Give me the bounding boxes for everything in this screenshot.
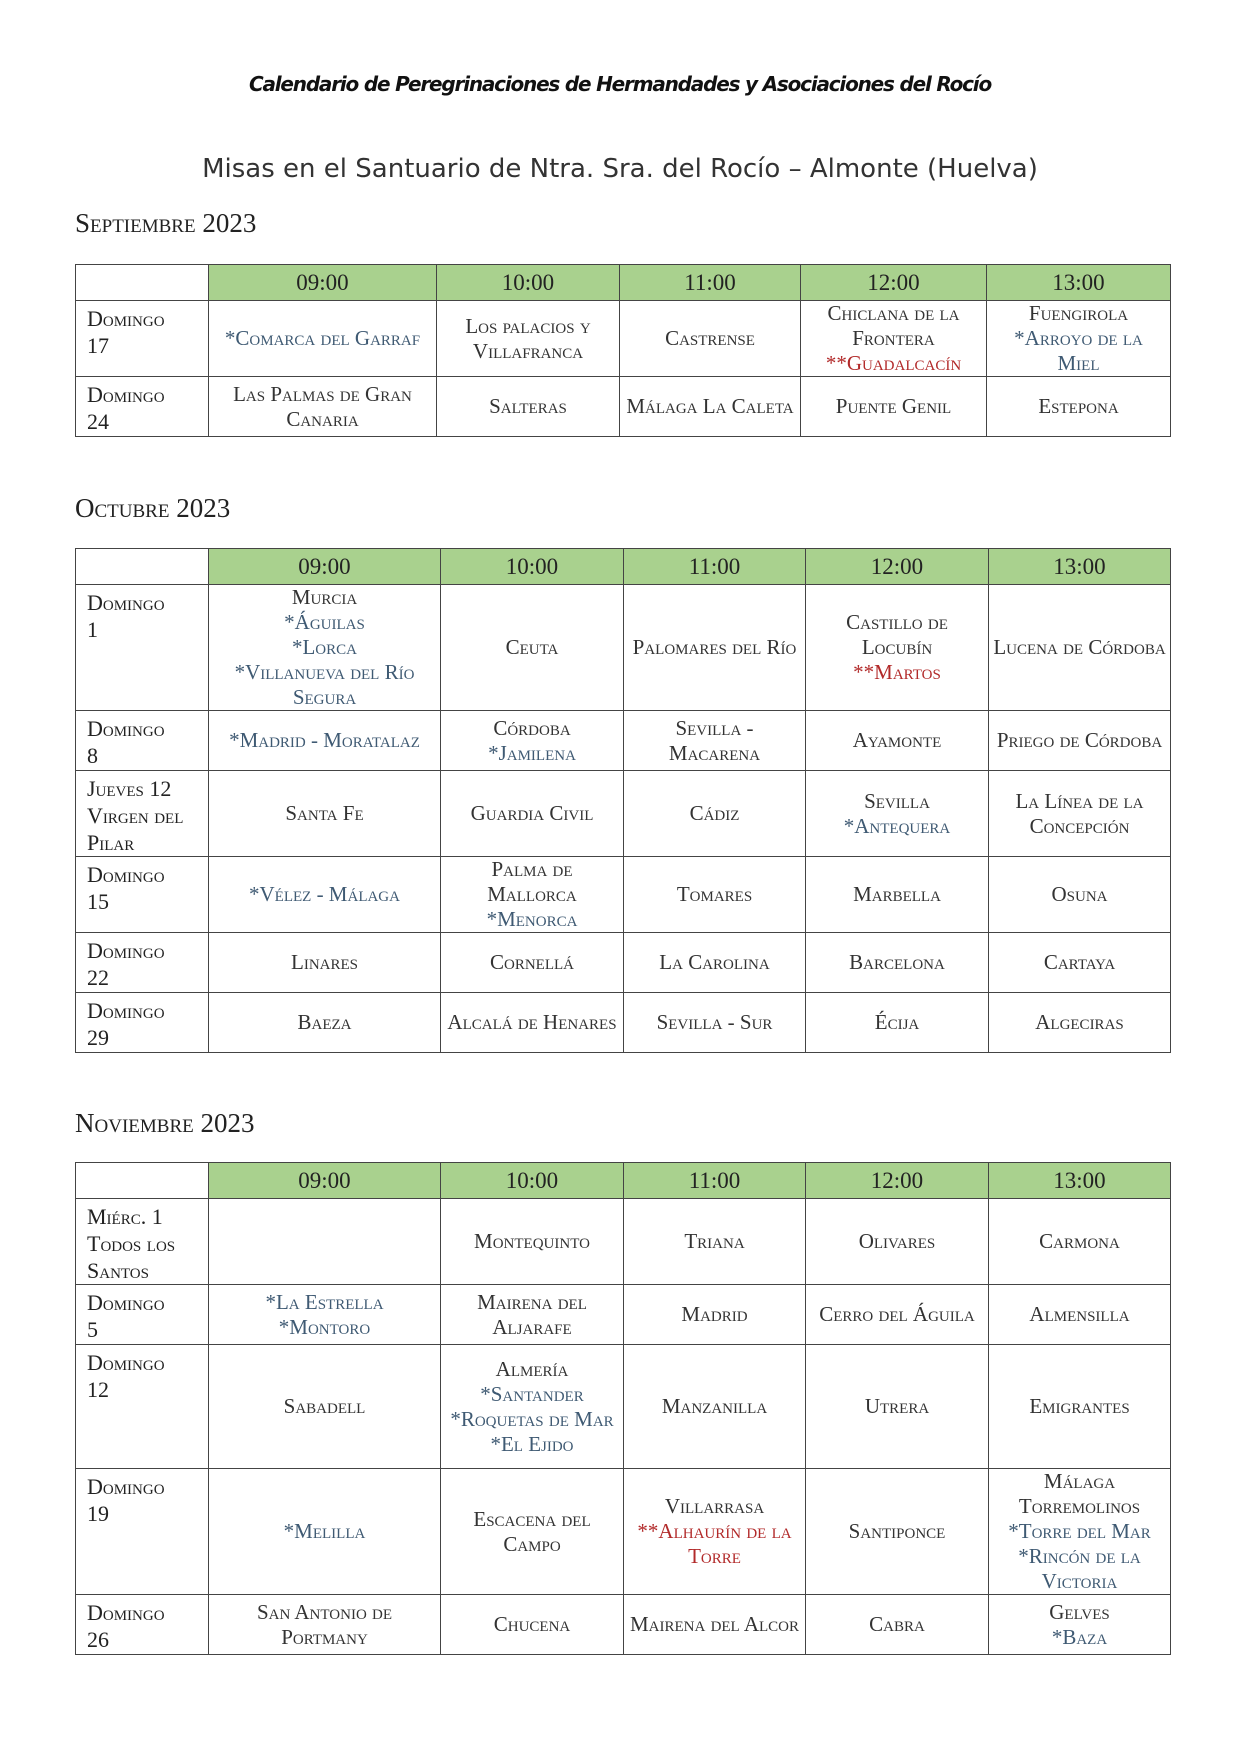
- day-label: Domingo: [87, 938, 165, 963]
- mass-cell: [624, 771, 806, 857]
- day-detail: 15: [87, 889, 109, 914]
- table-row: [76, 771, 1171, 857]
- day-cell: [76, 1595, 209, 1655]
- hermandad-entry: Olivares: [858, 1229, 936, 1253]
- header-corner-cell: [76, 265, 209, 301]
- time-header-1300: 13:00: [987, 265, 1171, 301]
- associated-group-entry: *Madrid - Moratalaz: [229, 728, 420, 752]
- mass-cell: [806, 1285, 989, 1345]
- mass-cell: [624, 1285, 806, 1345]
- day-cell: [76, 1345, 209, 1469]
- hermandad-entry: Priego de Córdoba: [996, 728, 1163, 752]
- hermandad-entry: Santa Fe: [285, 801, 364, 825]
- table-row: [76, 585, 1171, 711]
- hermandad-entry: Cerro del Águila: [819, 1302, 975, 1326]
- mass-cell: [209, 1469, 441, 1595]
- hermandad-entry: Puente Genil: [835, 394, 952, 418]
- table-row: [76, 1345, 1171, 1469]
- mass-cell: [441, 711, 624, 771]
- day-detail: 29: [87, 1025, 109, 1050]
- mass-cell: [441, 1345, 624, 1469]
- hermandad-entry: Lucena de Córdoba: [993, 635, 1166, 659]
- table-row: [76, 1199, 1171, 1285]
- table-body: [76, 585, 1171, 1053]
- mass-cell: [806, 933, 989, 993]
- time-header-row: [76, 549, 1171, 585]
- hermandad-entry: Palma de Mallorca: [487, 857, 577, 906]
- table-row: [76, 711, 1171, 771]
- associated-group-entry: *Montoro: [278, 1314, 371, 1339]
- hermandad-entry: Villarrasa: [664, 1494, 765, 1518]
- mass-cell: [989, 1199, 1171, 1285]
- day-label: Domingo: [87, 1350, 165, 1375]
- hermandad-entry: Madrid: [681, 1302, 748, 1326]
- hermandad-entry: Cornellá: [490, 950, 574, 974]
- day-label: Miérc. 1: [87, 1204, 163, 1229]
- day-label: Domingo: [87, 862, 165, 887]
- day-cell: [76, 377, 209, 437]
- day-label: Jueves 12: [87, 776, 172, 801]
- hermandad-entry: Linares: [291, 950, 358, 974]
- associated-group-entry: *El Ejido: [490, 1431, 574, 1456]
- mass-cell: [441, 933, 624, 993]
- time-header-1300: 13:00: [989, 1163, 1171, 1199]
- mass-cell: [624, 1595, 806, 1655]
- day-detail: Virgen del Pilar: [87, 803, 184, 855]
- schedule-table-septiembre: [75, 264, 1171, 437]
- mass-cell: [209, 711, 441, 771]
- mass-cell: [806, 857, 989, 933]
- day-detail: 22: [87, 965, 109, 990]
- hermandad-entry: Alcalá de Henares: [447, 1010, 617, 1034]
- hermandad-entry: Osuna: [1051, 882, 1108, 906]
- mass-cell: [806, 1345, 989, 1469]
- table-row: [76, 377, 1171, 437]
- mass-cell: [437, 301, 620, 377]
- mass-cell: [441, 771, 624, 857]
- mass-cell: [806, 993, 989, 1053]
- mass-cell: [620, 377, 801, 437]
- mass-cell: [989, 1345, 1171, 1469]
- mass-cell: [209, 1595, 441, 1655]
- associated-group-entry: *Roquetas de Mar: [450, 1406, 614, 1431]
- hermandad-entry: Ayamonte: [852, 728, 942, 752]
- time-header-1000: 10:00: [441, 549, 624, 585]
- hermandad-entry: Sevilla: [864, 788, 930, 813]
- associated-group-entry: *Baza: [1051, 1624, 1108, 1649]
- hermandad-entry: Las Palmas de Gran Canaria: [233, 381, 412, 431]
- hermandad-entry: Málaga Torremolinos: [1018, 1469, 1141, 1518]
- page-subtitle: Misas en el Santuario de Ntra. Sra. del Rocío – Almonte (Huelva): [202, 154, 1038, 184]
- day-cell: [76, 857, 209, 933]
- day-detail: 12: [87, 1377, 109, 1402]
- hermandad-entry: Sevilla - Sur: [656, 1010, 773, 1034]
- associated-group-entry: *Comarca del Garraf: [224, 326, 421, 350]
- mass-cell: [209, 1345, 441, 1469]
- day-cell: [76, 933, 209, 993]
- mass-cell: [624, 1199, 806, 1285]
- page-title: Calendario de Peregrinaciones de Hermandades y Asociaciones del Rocío: [248, 72, 991, 96]
- associated-group-entry: *Vélez - Málaga: [249, 882, 400, 906]
- table-body: [76, 1199, 1171, 1655]
- associated-group-entry: *Antequera: [843, 813, 951, 838]
- month-heading-septiembre: Septiembre 2023: [75, 208, 257, 238]
- day-label: Domingo: [87, 306, 165, 331]
- mass-cell: [989, 1285, 1171, 1345]
- time-header-0900: 09:00: [209, 265, 437, 301]
- hermandad-entry: Emigrantes: [1029, 1394, 1130, 1418]
- time-header-0900: 09:00: [209, 549, 441, 585]
- hermandad-entry: Estepona: [1038, 394, 1119, 418]
- associated-group-entry: *Arroyo de la Miel: [1014, 326, 1143, 375]
- mass-cell: [989, 1595, 1171, 1655]
- month-heading-noviembre: Noviembre 2023: [75, 1108, 255, 1138]
- day-cell: [76, 1199, 209, 1285]
- table-row: [76, 1469, 1171, 1595]
- hermandad-entry: Manzanilla: [661, 1394, 768, 1418]
- day-cell: [76, 711, 209, 771]
- header-corner-cell: [76, 549, 209, 585]
- mass-cell: [624, 857, 806, 933]
- day-detail: 24: [87, 409, 109, 434]
- hermandad-entry: La Carolina: [659, 950, 770, 974]
- table-row: [76, 1595, 1171, 1655]
- table-body: [76, 301, 1171, 437]
- mass-cell: [624, 585, 806, 711]
- mass-cell: [806, 585, 989, 711]
- day-cell: [76, 301, 209, 377]
- mass-cell: [801, 301, 987, 377]
- mass-cell: [806, 771, 989, 857]
- table-row: [76, 993, 1171, 1053]
- hermandad-entry: Córdoba: [493, 715, 571, 740]
- hermandad-entry: Baeza: [297, 1010, 352, 1034]
- hermandad-entry: Chucena: [493, 1612, 571, 1636]
- mass-cell: [987, 301, 1171, 377]
- hermandad-entry: Palomares del Río: [632, 635, 797, 659]
- hermandad-entry: Gelves: [1049, 1599, 1110, 1624]
- mass-cell: [209, 377, 437, 437]
- mass-cell: [209, 993, 441, 1053]
- mass-cell: [989, 933, 1171, 993]
- mass-cell: [624, 1345, 806, 1469]
- mass-cell: [806, 711, 989, 771]
- filial-group-entry: **Alhaurín de la Torre: [637, 1519, 792, 1568]
- time-header-1200: 12:00: [801, 265, 987, 301]
- table-row: [76, 933, 1171, 993]
- time-header-1000: 10:00: [437, 265, 620, 301]
- hermandad-entry: Triana: [684, 1229, 745, 1253]
- hermandad-entry: Algeciras: [1035, 1010, 1124, 1034]
- hermandad-entry: Almensilla: [1029, 1302, 1130, 1326]
- mass-cell: [209, 1285, 441, 1345]
- associated-group-entry: *Melilla: [283, 1519, 366, 1543]
- time-header-1000: 10:00: [441, 1163, 624, 1199]
- schedule-table-noviembre: [75, 1162, 1171, 1655]
- hermandad-entry: Utrera: [864, 1394, 930, 1418]
- day-cell: [76, 771, 209, 857]
- mass-cell: [441, 993, 624, 1053]
- mass-cell: [987, 377, 1171, 437]
- hermandad-entry: Marbella: [853, 882, 941, 906]
- time-header-1100: 11:00: [624, 1163, 806, 1199]
- mass-cell: [989, 857, 1171, 933]
- schedule-table-octubre: [75, 548, 1171, 1053]
- mass-cell: [620, 301, 801, 377]
- mass-cell: [801, 377, 987, 437]
- mass-cell: [441, 585, 624, 711]
- hermandad-entry: La Línea de la Concepción: [1015, 788, 1144, 838]
- mass-cell: [209, 301, 437, 377]
- mass-cell: [441, 857, 624, 933]
- hermandad-entry: Chiclana de la Frontera: [827, 301, 960, 350]
- associated-group-entry: *La Estrella: [265, 1289, 384, 1314]
- day-label: Domingo: [87, 1474, 165, 1499]
- day-label: Domingo: [87, 1600, 165, 1625]
- hermandad-entry: Mairena del Alcor: [629, 1612, 799, 1636]
- hermandad-entry: Cádiz: [689, 801, 740, 825]
- hermandad-entry: Carmona: [1039, 1229, 1120, 1253]
- mass-cell: [806, 1469, 989, 1595]
- table-row: [76, 1285, 1171, 1345]
- mass-cell: [441, 1595, 624, 1655]
- day-detail: 19: [87, 1501, 109, 1526]
- hermandad-entry: Murcia: [291, 585, 358, 609]
- hermandad-entry: Ceuta: [505, 635, 559, 659]
- mass-cell: [624, 711, 806, 771]
- month-heading-octubre: Octubre 2023: [75, 493, 231, 523]
- mass-cell: [209, 857, 441, 933]
- day-detail: 8: [87, 743, 98, 768]
- day-label: Domingo: [87, 998, 165, 1023]
- mass-cell: [209, 1199, 441, 1285]
- hermandad-entry: Salteras: [489, 394, 567, 418]
- filial-group-entry: **Martos: [853, 660, 941, 684]
- mass-cell: [441, 1469, 624, 1595]
- mass-cell: [209, 771, 441, 857]
- mass-cell: [989, 711, 1171, 771]
- hermandad-entry: Sabadell: [283, 1394, 366, 1418]
- hermandad-entry: Castrense: [665, 326, 755, 350]
- mass-cell: [989, 1469, 1171, 1595]
- day-label: Domingo: [87, 1290, 165, 1315]
- day-label: Domingo: [87, 716, 165, 741]
- day-detail: Todos los Santos: [87, 1231, 176, 1283]
- hermandad-entry: Tomares: [676, 882, 753, 906]
- mass-cell: [624, 993, 806, 1053]
- associated-group-entry: *Santander: [480, 1381, 584, 1406]
- table-row: [76, 301, 1171, 377]
- mass-cell: [989, 771, 1171, 857]
- mass-cell: [806, 1199, 989, 1285]
- mass-cell: [437, 377, 620, 437]
- mass-cell: [989, 993, 1171, 1053]
- day-detail: 5: [87, 1317, 98, 1342]
- time-header-0900: 09:00: [209, 1163, 441, 1199]
- filial-group-entry: **Guadalcacín: [825, 351, 962, 375]
- hermandad-entry: Cabra: [869, 1612, 925, 1636]
- hermandad-entry: Barcelona: [849, 950, 945, 974]
- mass-cell: [806, 1595, 989, 1655]
- time-header-1200: 12:00: [806, 549, 989, 585]
- hermandad-entry: Mairena del Aljarafe: [477, 1289, 587, 1339]
- associated-group-entry: *Menorca: [486, 907, 578, 931]
- mass-cell: [209, 933, 441, 993]
- hermandad-entry: Écija: [874, 1010, 920, 1034]
- day-detail: 26: [87, 1627, 109, 1652]
- associated-group-entry: *Jamilena: [488, 740, 576, 765]
- hermandad-entry: Castillo de Locubín: [846, 610, 948, 659]
- hermandad-entry: Montequinto: [474, 1229, 590, 1253]
- hermandad-entry: San Antonio de Portmany: [256, 1599, 393, 1649]
- mass-cell: [441, 1285, 624, 1345]
- table-row: [76, 857, 1171, 933]
- hermandad-entry: Escacena del Campo: [473, 1506, 591, 1556]
- hermandad-entry: Los palacios y Villafranca: [465, 313, 591, 363]
- hermandad-entry: Sevilla - Macarena: [668, 715, 761, 765]
- day-label: Domingo: [87, 382, 165, 407]
- day-cell: [76, 993, 209, 1053]
- hermandad-entry: Guardia Civil: [470, 801, 594, 825]
- associated-group-entry: *Lorca: [291, 635, 357, 659]
- mass-cell: [209, 585, 441, 711]
- mass-cell: [624, 1469, 806, 1595]
- time-header-row: [76, 265, 1171, 301]
- time-header-1300: 13:00: [989, 549, 1171, 585]
- associated-group-entry: *Rincón de la Victoria: [1018, 1544, 1141, 1593]
- day-cell: [76, 585, 209, 711]
- hermandad-entry: Málaga La Caleta: [626, 394, 794, 418]
- time-header-row: [76, 1163, 1171, 1199]
- day-detail: 17: [87, 333, 109, 358]
- mass-cell: [441, 1199, 624, 1285]
- hermandad-entry: Fuengirola: [1028, 301, 1129, 325]
- mass-cell: [624, 933, 806, 993]
- time-header-1100: 11:00: [624, 549, 806, 585]
- associated-group-entry: *Águilas: [284, 610, 365, 634]
- hermandad-entry: Cartaya: [1043, 950, 1116, 974]
- hermandad-entry: Santiponce: [848, 1519, 946, 1543]
- day-cell: [76, 1469, 209, 1595]
- hermandad-entry: Almería: [495, 1356, 569, 1381]
- day-label: Domingo: [87, 590, 165, 615]
- time-header-1100: 11:00: [620, 265, 801, 301]
- day-cell: [76, 1285, 209, 1345]
- header-corner-cell: [76, 1163, 209, 1199]
- mass-cell: [989, 585, 1171, 711]
- day-detail: 1: [87, 617, 98, 642]
- time-header-1200: 12:00: [806, 1163, 989, 1199]
- associated-group-entry: *Torre del Mar: [1008, 1519, 1151, 1543]
- associated-group-entry: *Villanueva del Río Segura: [234, 660, 415, 709]
